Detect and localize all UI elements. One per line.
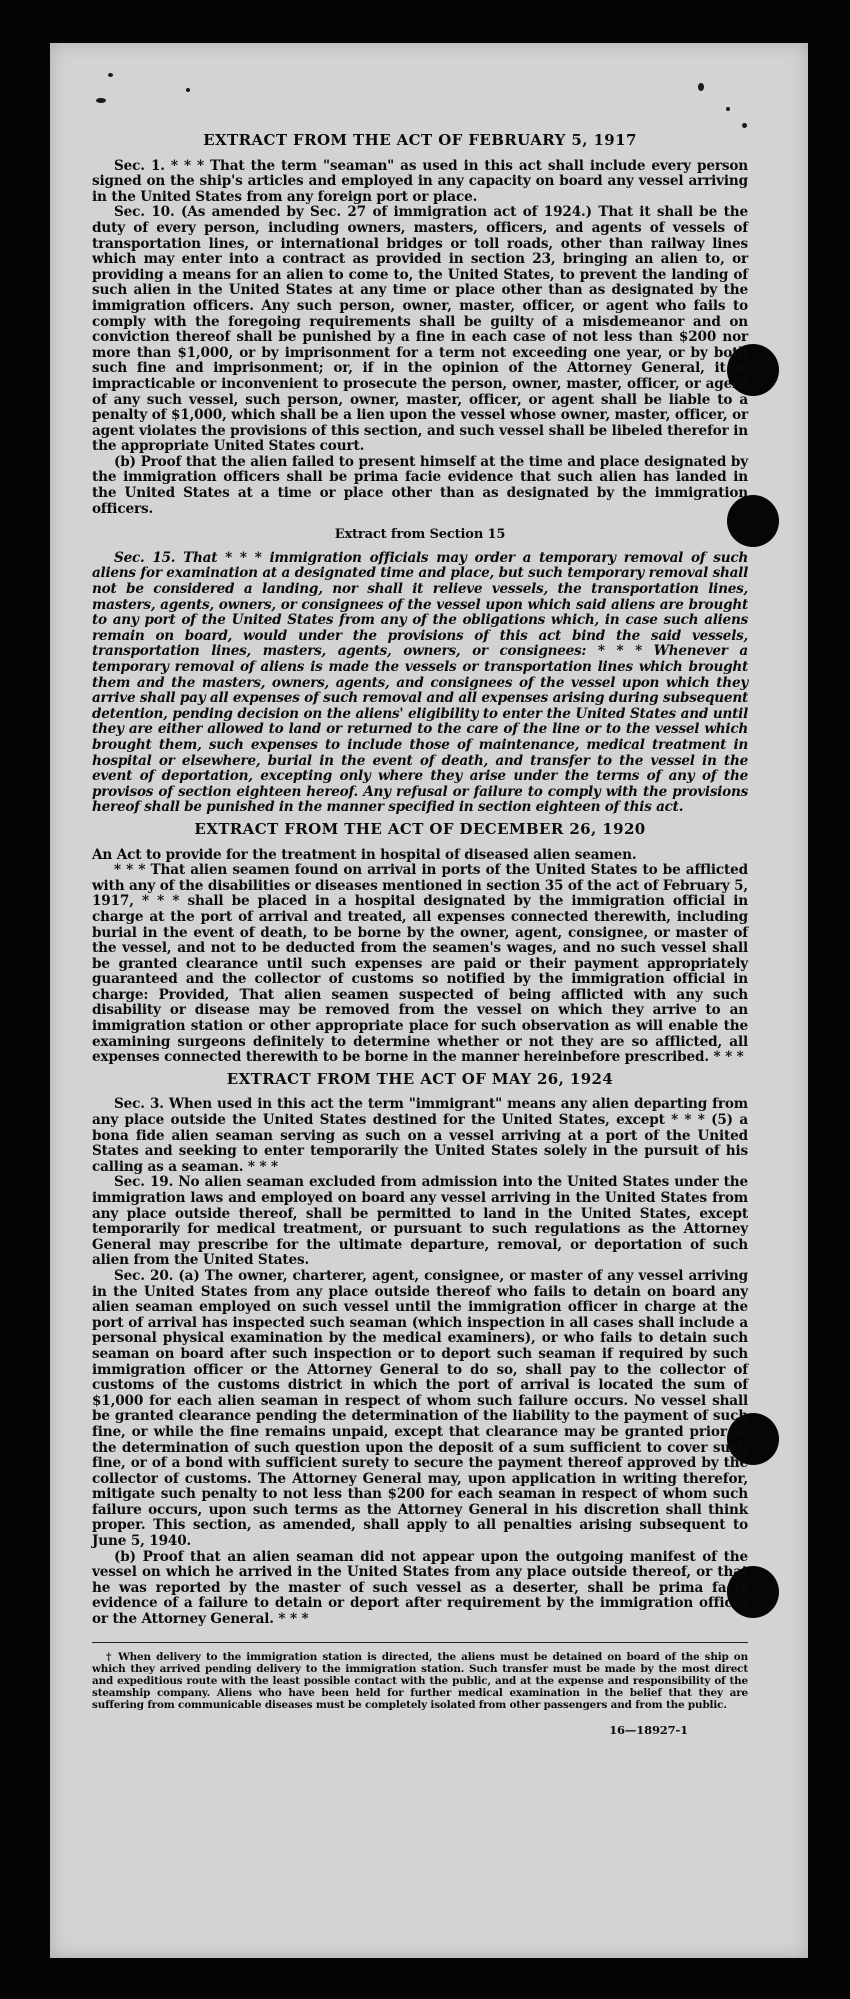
- section-heading: EXTRACT FROM THE ACT OF FEBRUARY 5, 1917: [203, 131, 637, 149]
- section-paragraph: Sec. 19. No alien seaman excluded from admission into the United States under the immigration laws and employed on board any vessel arriving in the United States from any place outside thereof, shall be permitted to land in the United States, except temporarily for medical treatment, or pursuant to such regulations as the Attorney General may prescribe for the ultimate departure, removal, or deportation of such alien from the United States.: [92, 1174, 748, 1269]
- scan-speck: [108, 73, 113, 77]
- document-number: 16—18927-1: [609, 1722, 688, 1737]
- section-paragraph: Sec. 3. When used in this act the term "immigrant" means any alien departing from any place outside the United States destined for the United States, except * * * (5) a bona fide alien seaman serving as such on a vessel arriving at a port of the United States and seeking to enter temporarily the United States solely in the pursuit of his calling as a seaman. * * *: [92, 1096, 748, 1175]
- section-paragraph: Sec. 20. (a) The owner, charterer, agent, consignee, or master of any vessel arriving in the United States from any place outside thereof who fails to detain on board any alien seaman employed on such vessel until the immigration officer in charge at the port of arrival has inspected such seaman (which inspection in all cases shall include a personal physical examination by the medical examiners), or who fails to detain such seaman on board after such inspection or to deport such seaman if required by such immigration officer or the Attorney General to do so, shall pay to the collector of customs of the customs district in which the port of arrival is located the sum of $1,000 for each alien seaman in respect of whom such failure occurs. No vessel shall be granted clearance pending the determination of the liability to the payment of such fine, or while the fine remains unpaid, except that clearance may be granted prior to the determination of such question upon the deposit of a sum sufficient to cover such fine, or of a bond with sufficient surety to secure the payment thereof approved by the collector of customs. The Attorney General may, upon application in writing therefor, mitigate such penalty to not less than $200 for each seaman in respect of whom such failure occurs, upon such terms as the Attorney General in his discretion shall think proper. This section, as amended, shall apply to all penalties arising subsequent to June 5, 1940.: [92, 1267, 748, 1550]
- section-paragraph: * * * That alien seamen found on arrival in ports of the United States to be afflicted with any of the disabilities or diseases mentioned in section 35 of the act of February 5, 1917, * * * shall be placed in a hospital designated by the immigration official in charge at the port of arrival and treated, all expenses connected therewith, including burial in the event of death, to be borne by the owner, agent, consignee, or master of the vessel, and not to be deducted from the seamen's wages, and no such vessel shall be granted clearance until such expenses are paid or their payment appropriately guaranteed and the collector of customs so notified by the immigration official in charge: Provided, That alien seamen suspected of being afflicted with any such disability or disease may be removed from the vessel on which they arrive to an immigration station or other appropriate place for such observation as will enable the examining surgeons definitely to determine whether or not they are so afflicted, all expenses connected therewith to be borne in the manner hereinbefore prescribed. * * *: [92, 862, 748, 1066]
- scan-speck: [186, 88, 190, 92]
- section-paragraph: An Act to provide for the treatment in hospital of diseased alien seamen.: [92, 846, 637, 863]
- footnote: [92, 1642, 748, 1711]
- document-page: [50, 43, 808, 1958]
- section-paragraph: Sec. 10. (As amended by Sec. 27 of immigration act of 1924.) That it shall be the duty of every person, including owners, masters, officers, and agents of vessels of transportation lines, or international bridges or toll roads, other than railway lines which may enter into a contract as provided in section 23, bringing an alien to, or providing a means for an alien to come to, the United States, to prevent the landing of such alien in the United States at any time or place other than as designated by the immigration officers. Any such person, owner, master, officer, or agent who fails to comply with the foregoing requirements shall be guilty of a misdemeanor and on conviction thereof shall be punished by a fine in each case of not less than $200 nor more than $1,000, or by imprisonment for a term not exceeding one year, or by both such fine and imprisonment; or, if in the opinion of the Attorney General, it is impracticable or inconvenient to prosecute the person, owner, master, officer, or agent of any such vessel, such person, owner, master, officer, or agent shall be liable to a penalty of $1,000, which shall be a lien upon the vessel whose owner, master, officer, or agent violates the provisions of this section, and such vessel shall be libeled therefor in the appropriate United States court.: [92, 204, 748, 455]
- section-heading: EXTRACT FROM THE ACT OF MAY 26, 1924: [226, 1069, 614, 1088]
- section-paragraph: (b) Proof that an alien seaman did not appear upon the outgoing manifest of the vessel on which he arrived in the United States from any place outside thereof, or that he was reported by the master of such vessel as a deserter, shall be prima facie evidence of a failure to detain or deport after requirement by the immigration officer or the Attorney General. * * *: [92, 1548, 748, 1628]
- section-paragraph: Sec. 1. * * * That the term "seaman" as used in this act shall include every person signed on the ship's articles and employed in any capacity on board any vessel arriving in the United States from any foreign port or place.: [92, 157, 748, 205]
- document-body: [92, 127, 748, 1738]
- scan-speck: [726, 107, 730, 111]
- section-subheading: Extract from Section 15: [334, 527, 506, 543]
- section-paragraph: Sec. 15. That * * * immigration officials may order a temporary removal of such aliens for examination at a designated time and place, but such temporary removal shall not be considered a landing, nor shall it relieve vessels, the transportation lines, masters, agents, owners, or consignees of the vessel upon which said aliens are brought to any port of the United States from any of the obligations which, in case such aliens remain on board, would under the provisions of this act bind the said vessels, transportation lines, masters, agents, owners, or consignees: * * * Whenever a temporary removal of aliens is made the vessels or transportation lines which brought them and the masters, owners, agents, and consignees of the vessel upon which they arrive shall pay all expenses of such removal and all expenses arising during subsequent detention, pending decision on the aliens' eligibility to enter the United States and until they are either allowed to land or returned to the care of the line or to the vessel which brought them, such expenses to include those of maintenance, medical treatment in hospital or elsewhere, burial in the event of death, and transfer to the vessel in the event of deportation, excepting only where they arise under the terms of any of the provisos of section eighteen hereof. Any refusal or failure to comply with the provisions hereof shall be punished in the manner specified in section eighteen of this act.: [92, 549, 748, 816]
- scan-speck: [698, 83, 704, 91]
- section-paragraph: (b) Proof that the alien failed to present himself at the time and place designated by the immigration officers shall be prima facie evidence that such alien has landed in the United States at a time or place other than as designated by the immigration officers.: [92, 453, 748, 517]
- footnote-text: † When delivery to the immigration station is directed, the aliens must be detained on board of the ship on which they arrived pending delivery to the immigration station. Such transfer must be made by the most direct and expeditious route with the least possible contact with the public, and at the expense and responsibility of the steamship company. Aliens who have been held for further medical examination in the belief that they are suffering from communicable diseases must be completely isolated from other passengers and from the public.: [92, 1650, 748, 1711]
- scan-speck: [96, 98, 106, 103]
- section-heading: EXTRACT FROM THE ACT OF DECEMBER 26, 1920: [194, 819, 646, 838]
